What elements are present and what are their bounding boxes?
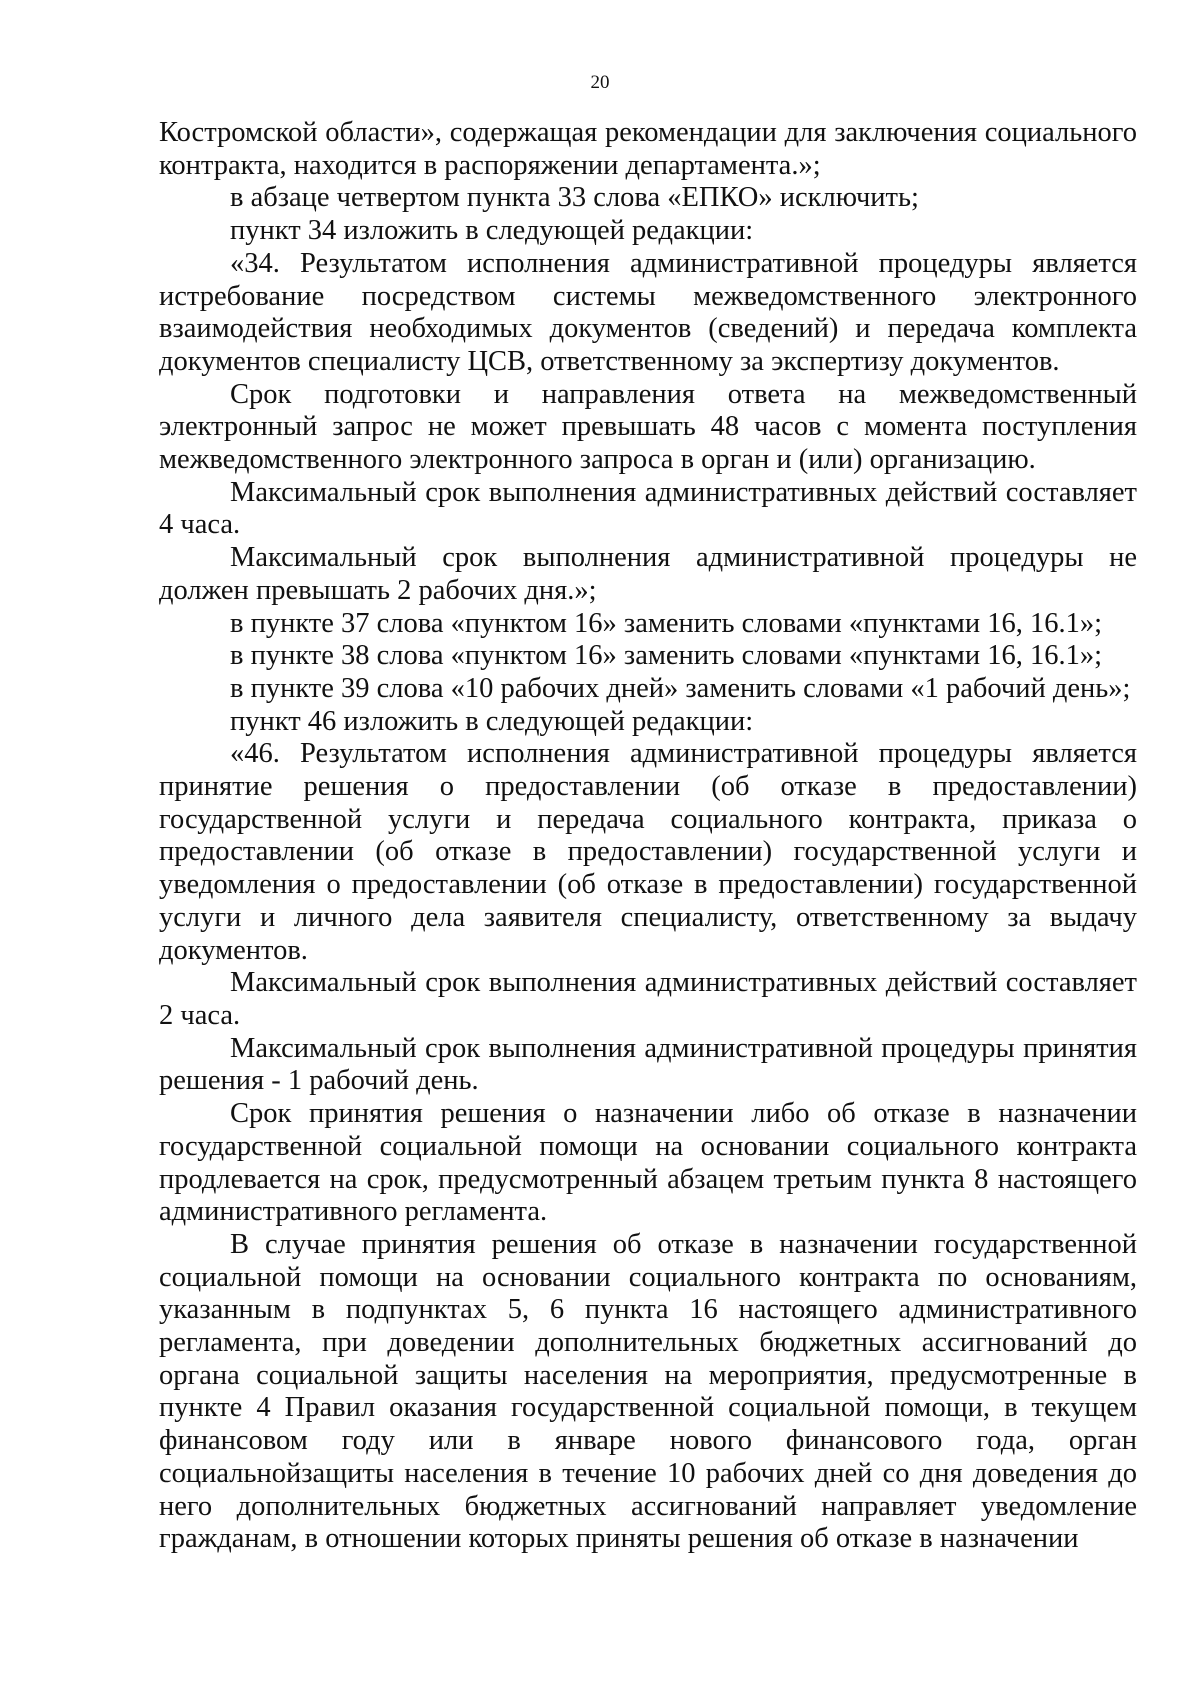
paragraph: Максимальный срок выполнения административных действий составляет 2 часа.	[159, 967, 1137, 1031]
paragraph: в пункте 39 слова «10 рабочих дней» заменить словами «1 рабочий день»;	[230, 672, 1131, 704]
paragraph: Максимальный срок выполнения административной процедуры не должен превышать 2 рабочих дня.»;	[159, 542, 1137, 606]
paragraph: «46. Результатом исполнения административной процедуры является принятие решения о предоставлении (об отказе в предоставлении) государственной услуги и передача социального контракта, приказа о предоставлении (об отказе в предоставлении) государственной услуги и уведомления о предоставлении (об отказе в предоставлении) государственной услуги и личного дела заявителя специалисту, ответственному за выдачу документов.	[159, 738, 1137, 966]
document-body	[159, 117, 1137, 1556]
paragraph: Максимальный срок выполнения административных действий составляет 4 часа.	[159, 476, 1137, 541]
paragraph: Максимальный срок выполнения административной процедуры принятия решения - 1 рабочий день.	[159, 1032, 1137, 1097]
paragraph: «34. Результатом исполнения административной процедуры является истребование посредством системы межведомственного электронного взаимодействия необходимых документов (сведений) и передача комплекта документов специалисту ЦСВ, ответственному за экспертизу документов.	[159, 247, 1137, 377]
paragraph: Срок принятия решения о назначении либо об отказе в назначении государственной социальной помощи на основании социального контракта продлевается на срок, предусмотренный абзацем третьим пункта 8 настоящего административного регламента.	[159, 1098, 1137, 1228]
page-number: 20	[590, 72, 610, 93]
paragraph: пункт 46 изложить в следующей редакции:	[230, 705, 754, 737]
paragraph: в абзаце четвертом пункта 33 слова «ЕПКО» исключить;	[230, 182, 919, 214]
paragraph: в пункте 38 слова «пунктом 16» заменить словами «пунктами 16, 16.1»;	[230, 640, 1103, 672]
paragraph: Костромской области», содержащая рекомендации для заключения социального контракта, находится в распоряжении департамента.»;	[159, 117, 1137, 181]
paragraph: в пункте 37 слова «пунктом 16» заменить словами «пунктами 16, 16.1»;	[230, 607, 1103, 639]
paragraph: Срок подготовки и направления ответа на межведомственный электронный запрос не может превышать 48 часов с момента поступления межведомственного электронного запроса в орган и (или) организацию.	[159, 378, 1137, 476]
paragraph: пункт 34 изложить в следующей редакции:	[230, 215, 754, 247]
paragraph: В случае принятия решения об отказе в назначении государственной социальной помощи на основании социального контракта по основаниям, указанным в подпунктах 5, 6 пункта 16 настоящего административного регламента, при доведении дополнительных бюджетных ассигнований до органа социальной защиты населения на мероприятия, предусмотренные в пункте 4 Правил оказания государственной социальной помощи, в текущем финансовом году или в январе нового финансового года, орган социальнойзащиты населения в течение 10 рабочих дней со дня доведения до него дополнительных бюджетных ассигнований направляет уведомление гражданам, в отношении которых приняты решения об отказе в назначении	[159, 1228, 1137, 1555]
